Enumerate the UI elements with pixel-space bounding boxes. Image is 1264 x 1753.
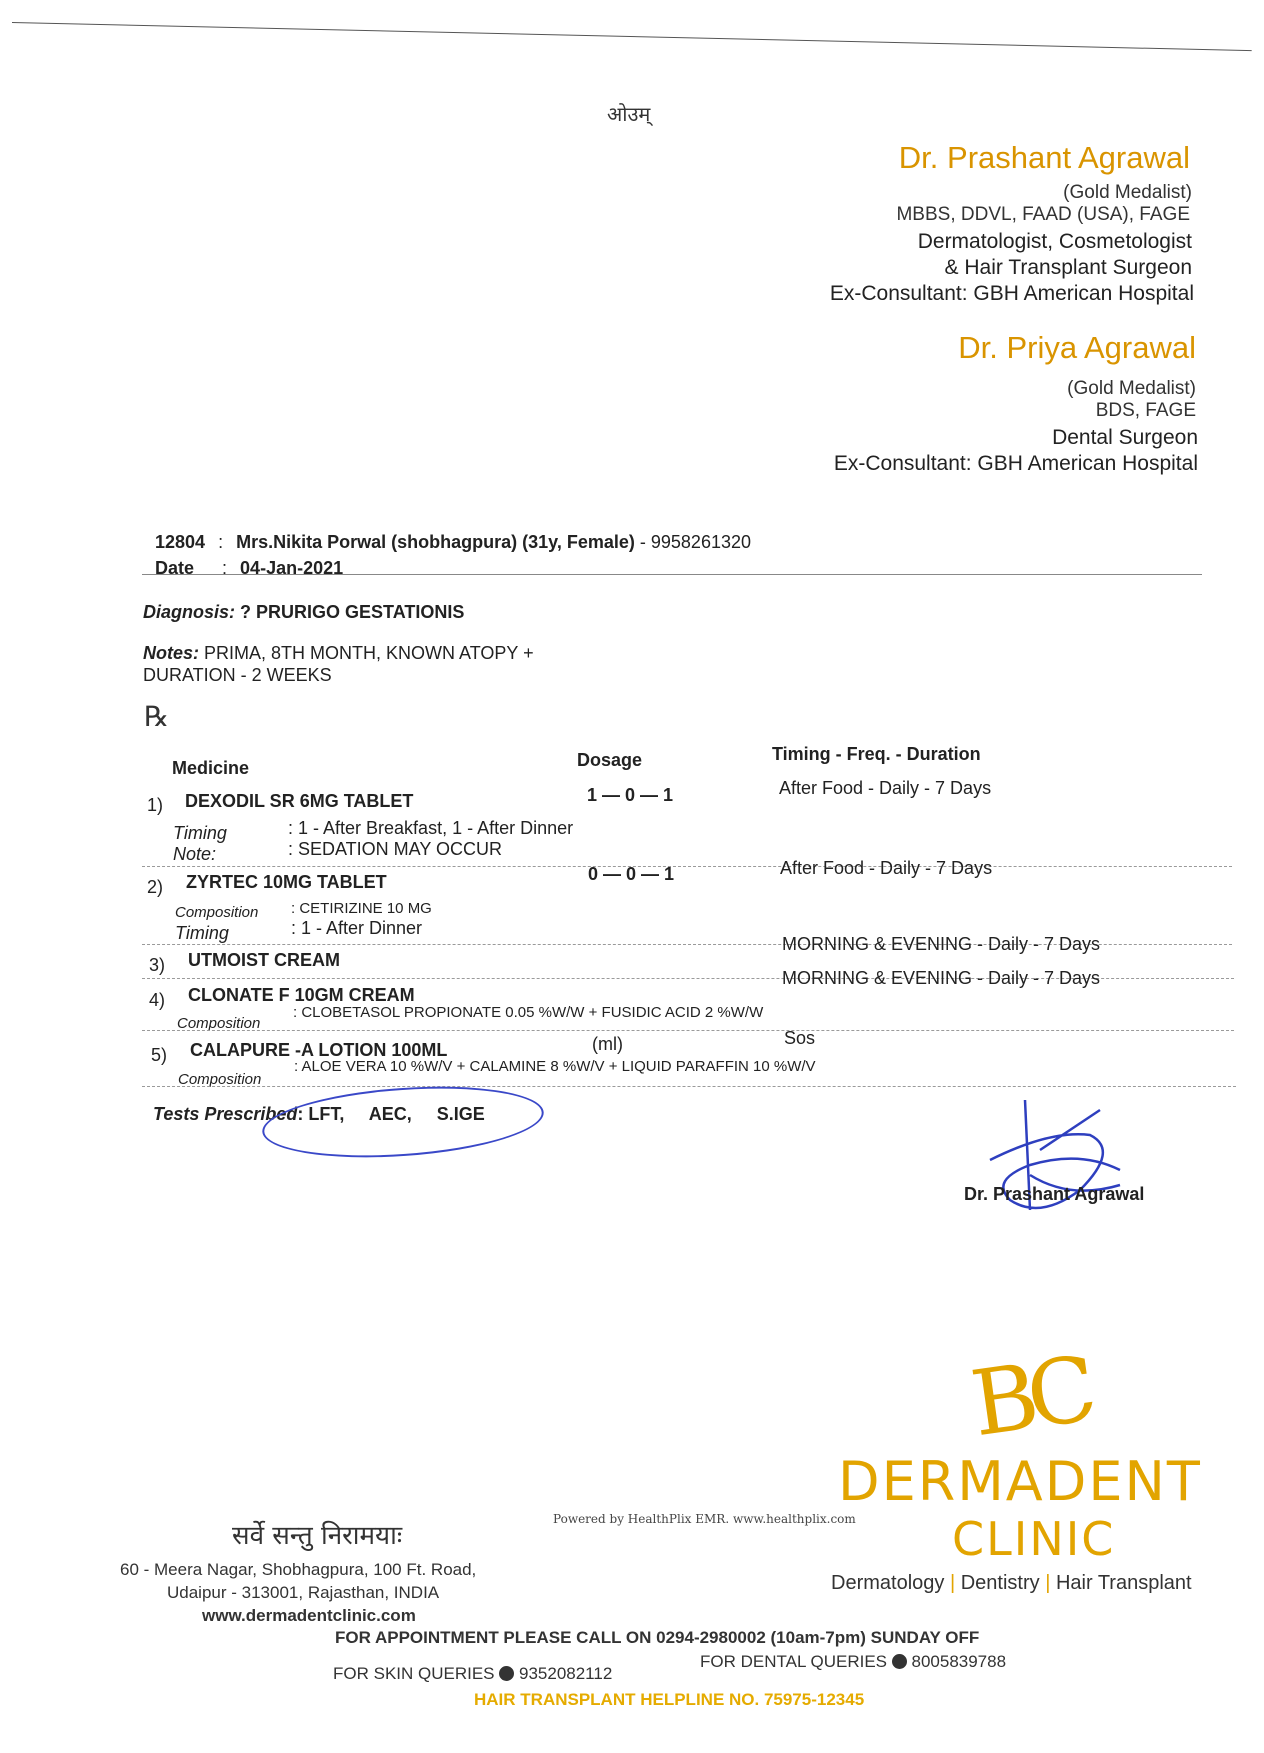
dental-label: FOR DENTAL QUERIES — [700, 1652, 888, 1671]
patient-divider — [142, 574, 1202, 575]
col-medicine: Medicine — [172, 758, 250, 778]
signature-scribble — [970, 1090, 1170, 1230]
medicine-dosage: 1 — 0 — 1 — [587, 785, 674, 805]
date-row — [155, 558, 343, 579]
helpline: HAIR TRANSPLANT HELPLINE NO. 75975-12345 — [474, 1690, 865, 1709]
doctor2-specialty: Dental Surgeon — [1052, 426, 1198, 449]
clinic-name-2: CLINIC — [952, 1512, 1116, 1566]
sub-label: Timing — [175, 923, 229, 943]
doctor2-name: Dr. Priya Agrawal — [958, 330, 1196, 365]
medicine-name: CALAPURE -A LOTION 100ML — [190, 1040, 448, 1060]
tests-label: Tests Prescribed — [153, 1104, 298, 1124]
row-number: 5) — [151, 1045, 168, 1065]
medicine-timing: MORNING & EVENING - Daily - 7 Days — [782, 934, 1101, 954]
row-number: 1) — [147, 795, 164, 815]
row-number: 2) — [147, 877, 164, 897]
dental-phone: 8005839788 — [911, 1652, 1007, 1671]
sub-value: : CLOBETASOL PROPIONATE 0.05 %W/W + FUSIDIC ACID 2 %W/W — [293, 1004, 764, 1021]
clinic-name: DERMADENT — [838, 1450, 1202, 1513]
notes-row — [143, 643, 534, 664]
skin-label: FOR SKIN QUERIES — [333, 1664, 495, 1683]
doctor2-award: (Gold Medalist) — [1067, 378, 1196, 399]
medicine-name: CLONATE F 10GM CREAM — [188, 985, 415, 1005]
date-sep: : — [222, 558, 228, 578]
date-value: 04-Jan-2021 — [240, 558, 344, 578]
dental-queries — [700, 1652, 1006, 1672]
sub-label: Note: — [173, 844, 217, 864]
doctor1-name: Dr. Prashant Agrawal — [898, 140, 1190, 175]
sub-value: : ALOE VERA 10 %W/V + CALAMINE 8 %W/V + LIQUID PARAFFIN 10 %W/V — [294, 1058, 816, 1075]
medicine-name: UTMOIST CREAM — [188, 950, 340, 970]
notes-line1: PRIMA, 8TH MONTH, KNOWN ATOPY + — [204, 643, 534, 663]
notes-label: Notes: — [143, 643, 200, 663]
diagnosis-label: Diagnosis: — [143, 602, 236, 622]
sub-label: Timing — [173, 823, 227, 843]
handwritten-oval — [260, 1078, 546, 1166]
sub-value: : CETIRIZINE 10 MG — [291, 900, 432, 917]
sub-value: : 1 - After Dinner — [291, 918, 423, 938]
clinic-logo-icon: BC — [965, 1337, 1092, 1458]
doctor1-specialty-1: Dermatologist, Cosmetologist — [917, 230, 1192, 253]
sanskrit-motto: सर्वे सन्तु निरामयाः — [232, 1521, 403, 1551]
medicine-dosage: 0 — 0 — 1 — [588, 864, 675, 884]
sub-label: Composition — [178, 1071, 262, 1088]
address-line1: 60 - Meera Nagar, Shobhagpura, 100 Ft. Road, — [120, 1560, 477, 1579]
sub-label: Composition — [175, 904, 259, 921]
signature-name: Dr. Prashant Agrawal — [964, 1184, 1145, 1204]
website-link[interactable]: www.dermadentclinic.com — [202, 1606, 416, 1625]
scan-edge-line — [12, 22, 1252, 51]
medicine-timing: After Food - Daily - 7 Days — [779, 778, 992, 798]
doctor2-ex-consultant: Ex-Consultant: GBH American Hospital — [833, 452, 1198, 475]
patient-info: Mrs.Nikita Porwal (shobhagpura) (31y, Female) — [236, 532, 635, 552]
doctor1-award: (Gold Medalist) — [1063, 182, 1192, 203]
diagnosis-value: ? PRURIGO GESTATIONIS — [240, 602, 465, 622]
powered-by: Powered by HealthPlix EMR. www.healthplix.com — [553, 1512, 856, 1526]
service-separator: | — [949, 1572, 956, 1594]
service-dermatology: Dermatology — [831, 1572, 945, 1594]
service-dentistry: Dentistry — [960, 1572, 1040, 1594]
om-symbol: ओउम् — [607, 102, 651, 126]
whatsapp-icon — [499, 1666, 514, 1681]
doctor1-degrees: MBBS, DDVL, FAAD (USA), FAGE — [896, 204, 1190, 225]
diagnosis-row — [143, 602, 464, 623]
rx-icon: ℞ — [144, 700, 170, 733]
sub-value: : SEDATION MAY OCCUR — [288, 839, 503, 859]
patient-id: 12804 — [155, 532, 206, 552]
date-label: Date — [155, 558, 195, 578]
patient-sep: : — [218, 532, 224, 552]
row-divider — [142, 866, 1232, 867]
medicine-timing: MORNING & EVENING - Daily - 7 Days — [782, 968, 1101, 988]
patient-phone: - 9958261320 — [639, 532, 751, 552]
row-divider — [142, 1030, 1234, 1031]
address-line2: Udaipur - 313001, Rajasthan, INDIA — [167, 1583, 440, 1602]
clinic-services — [831, 1572, 1192, 1595]
medicine-name: ZYRTEC 10MG TABLET — [186, 872, 387, 892]
row-divider — [142, 1086, 1236, 1087]
doctor1-ex-consultant: Ex-Consultant: GBH American Hospital — [829, 282, 1194, 305]
notes-line2: DURATION - 2 WEEKS — [143, 665, 332, 685]
doctor2-degrees: BDS, FAGE — [1095, 400, 1196, 421]
appointment-line: FOR APPOINTMENT PLEASE CALL ON 0294-2980002 (10am-7pm) SUNDAY OFF — [335, 1628, 980, 1647]
row-number: 3) — [149, 955, 166, 975]
medicine-timing: After Food - Daily - 7 Days — [780, 858, 993, 878]
whatsapp-icon — [892, 1654, 907, 1669]
skin-phone: 9352082112 — [519, 1664, 613, 1683]
medicine-timing: Sos — [784, 1028, 816, 1048]
row-number: 4) — [149, 990, 166, 1010]
medicine-dosage: (ml) — [592, 1034, 623, 1054]
skin-queries — [333, 1664, 612, 1684]
service-hair-transplant: Hair Transplant — [1055, 1572, 1192, 1594]
doctor1-specialty-2: & Hair Transplant Surgeon — [944, 256, 1192, 279]
col-dosage: Dosage — [577, 750, 643, 770]
medicine-name: DEXODIL SR 6MG TABLET — [185, 791, 414, 811]
sub-label: Composition — [177, 1015, 261, 1032]
patient-row — [155, 532, 751, 553]
tests-items: : LFT, AEC, S.IGE — [297, 1104, 485, 1124]
service-separator: | — [1045, 1572, 1051, 1594]
sub-value: : 1 - After Breakfast, 1 - After Dinner — [288, 818, 574, 838]
col-timing: Timing - Freq. - Duration — [772, 744, 981, 764]
